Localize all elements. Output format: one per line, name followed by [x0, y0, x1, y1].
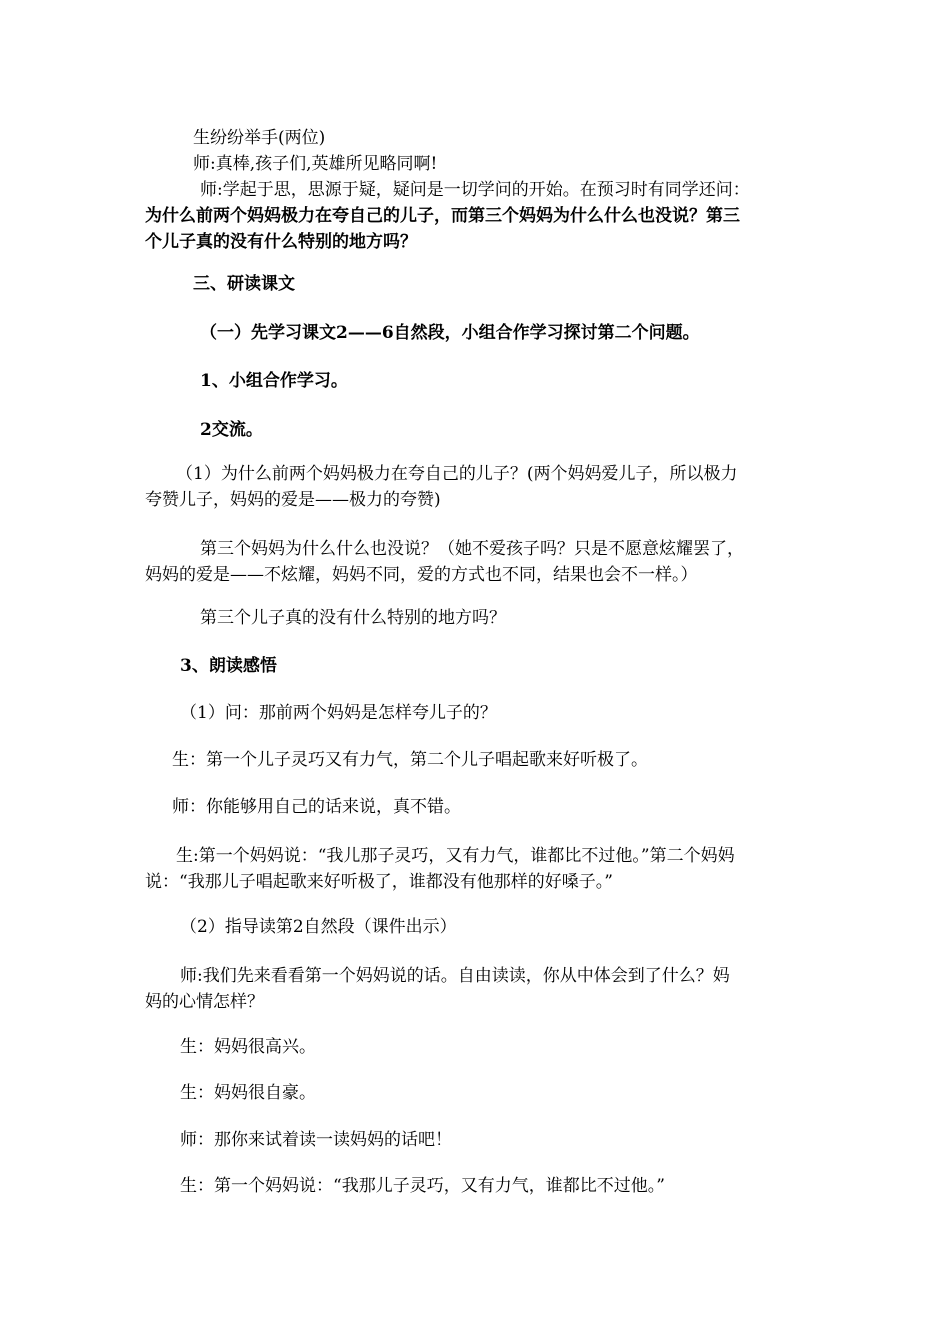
line-third-mother-a: 第三个妈妈为什么什么也没说？（她不爱孩子吗？只是不愿意炫耀罢了，: [200, 539, 744, 559]
line-ask-first-two: （1）问：那前两个妈妈是怎样夸儿子的？: [180, 703, 497, 723]
line-teacher-praise: 师:真棒,孩子们,英雄所见略同啊!: [193, 154, 438, 174]
line-teacher-question-intro: 师:学起于思，思源于疑，疑问是一切学问的开始。在预习时有同学还问：: [200, 180, 750, 200]
line-question-1a: （1）为什么前两个妈妈极力在夸自己的儿子？(两个妈妈爱儿子，所以极力: [176, 464, 738, 484]
section-heading-study-text: 三、研读课文: [193, 274, 295, 294]
step-group-study: 1、小组合作学习。: [200, 371, 348, 391]
line-student-raise-hands: 生纷纷举手(两位): [193, 128, 326, 148]
subsection-heading-paragraphs: （一）先学习课文2——6自然段，小组合作学习探讨第二个问题。: [200, 323, 700, 343]
line-bold-question-1: 为什么前两个妈妈极力在夸自己的儿子，而第三个妈妈为什么什么也没说？第三: [145, 206, 740, 226]
line-student-quote-b: 说：“我那儿子唱起歌来好听极了，谁都没有他那样的好嗓子。”: [145, 872, 613, 892]
line-student-proud: 生：妈妈很自豪。: [180, 1083, 316, 1103]
line-guide-reading: （2）指导读第2自然段（课件出示）: [180, 917, 457, 937]
step-read-aloud: 3、朗读感悟: [180, 656, 277, 676]
line-teacher-try-reading: 师：那你来试着读一读妈妈的话吧！: [180, 1130, 452, 1150]
line-student-first-mother-quote: 生：第一个妈妈说：“我那儿子灵巧，又有力气，谁都比不过他。”: [180, 1176, 665, 1196]
line-teacher-first-mother-b: 妈的心情怎样？: [145, 992, 264, 1012]
line-question-1b: 夸赞儿子，妈妈的爱是——极力的夸赞): [145, 490, 441, 510]
line-third-mother-b: 妈妈的爱是——不炫耀，妈妈不同，爱的方式也不同，结果也会不一样。）: [145, 565, 698, 585]
line-student-answer-1: 生：第一个儿子灵巧又有力气，第二个儿子唱起歌来好听极了。: [172, 750, 648, 770]
line-third-son: 第三个儿子真的没有什么特别的地方吗？: [200, 608, 506, 628]
line-student-happy: 生：妈妈很高兴。: [180, 1037, 316, 1057]
line-bold-question-2: 个儿子真的没有什么特别的地方吗？: [145, 232, 417, 252]
line-teacher-good: 师：你能够用自己的话来说，真不错。: [172, 797, 461, 817]
line-teacher-first-mother-a: 师:我们先来看看第一个妈妈说的话。自由读读，你从中体会到了什么？妈: [180, 966, 730, 986]
line-student-quote-a: 生:第一个妈妈说：“我儿那子灵巧，又有力气，谁都比不过他。”第二个妈妈: [176, 846, 735, 866]
step-exchange: 2交流。: [200, 420, 263, 440]
